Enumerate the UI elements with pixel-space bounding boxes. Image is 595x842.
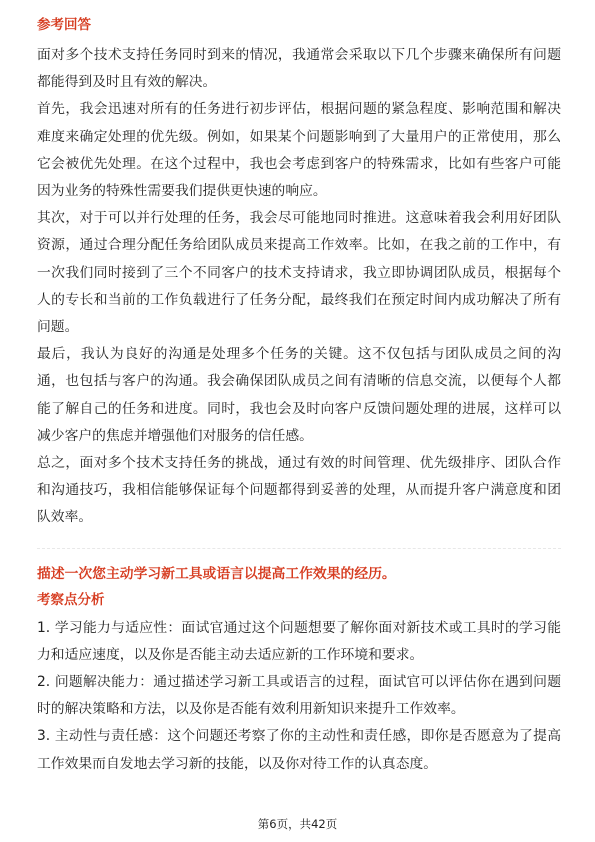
reference-answer-section	[37, 14, 561, 532]
analysis-heading: 考察点分析	[37, 591, 105, 608]
answer-paragraph: 最后，我认为良好的沟通是处理多个任务的关键。这不仅包括与团队成员之间的沟通，也包括与客户的沟通。我会确保团队成员之间有清晰的信息交流，以便每个人都能了解自己的任务和进度。同时，我也会及时向客户反馈问题处理的进展，这样可以减少客户的焦虑并增强他们对服务的信任感。	[37, 346, 561, 444]
answer-paragraph: 总之，面对多个技术支持任务的挑战，通过有效的时间管理、优先级排序、团队合作和沟通技巧，我相信能够保证每个问题都得到妥善的处理，从而提升客户满意度和团队效率。	[37, 455, 561, 526]
analysis-point: 2. 问题解决能力：通过描述学习新工具或语言的过程，面试官可以评估你在遇到问题时的解决策略和方法，以及你是否能有效利用新知识来提升工作效率。	[37, 674, 561, 718]
document-content	[37, 14, 561, 778]
answer-paragraph: 其次，对于可以并行处理的任务，我会尽可能地同时推进。这意味着我会利用好团队资源，通过合理分配任务给团队成员来提高工作效率。比如，在我之前的工作中，有一次我们同时接到了三个不同客户的技术支持请求，我立即协调团队成员，根据每个人的专长和当前的工作负载进行了任务分配，最终我们在预定时间内成功解决了所有问题。	[37, 210, 561, 336]
analysis-point: 3. 主动性与责任感：这个问题还考察了你的主动性和责任感，即你是否愿意为了提高工作效果而自发地去学习新的技能，以及你对待工作的认真态度。	[37, 728, 561, 772]
page-number: 第6页，共42页	[257, 817, 338, 831]
answer-paragraph: 首先，我会迅速对所有的任务进行初步评估，根据问题的紧急程度、影响范围和解决难度来确定处理的优先级。例如，如果某个问题影响到了大量用户的正常使用，那么它会被优先处理。在这个过程中，我也会考虑到客户的特殊需求，比如有些客户可能因为业务的特殊性需要我们提供更快速的响应。	[37, 101, 561, 200]
analysis-section	[37, 589, 561, 778]
analysis-point: 1. 学习能力与适应性：面试官通过这个问题想要了解你面对新技术或工具时的学习能力和适应速度，以及你是否能主动去适应新的工作环境和要求。	[37, 619, 561, 663]
answer-paragraph: 面对多个技术支持任务同时到来的情况，我通常会采取以下几个步骤来确保所有问题都能得到及时且有效的解决。	[37, 47, 561, 91]
interview-question: 描述一次您主动学习新工具或语言以提高工作效果的经历。	[37, 565, 396, 582]
section-divider	[37, 548, 561, 549]
reference-answer-heading: 参考回答	[37, 17, 91, 33]
